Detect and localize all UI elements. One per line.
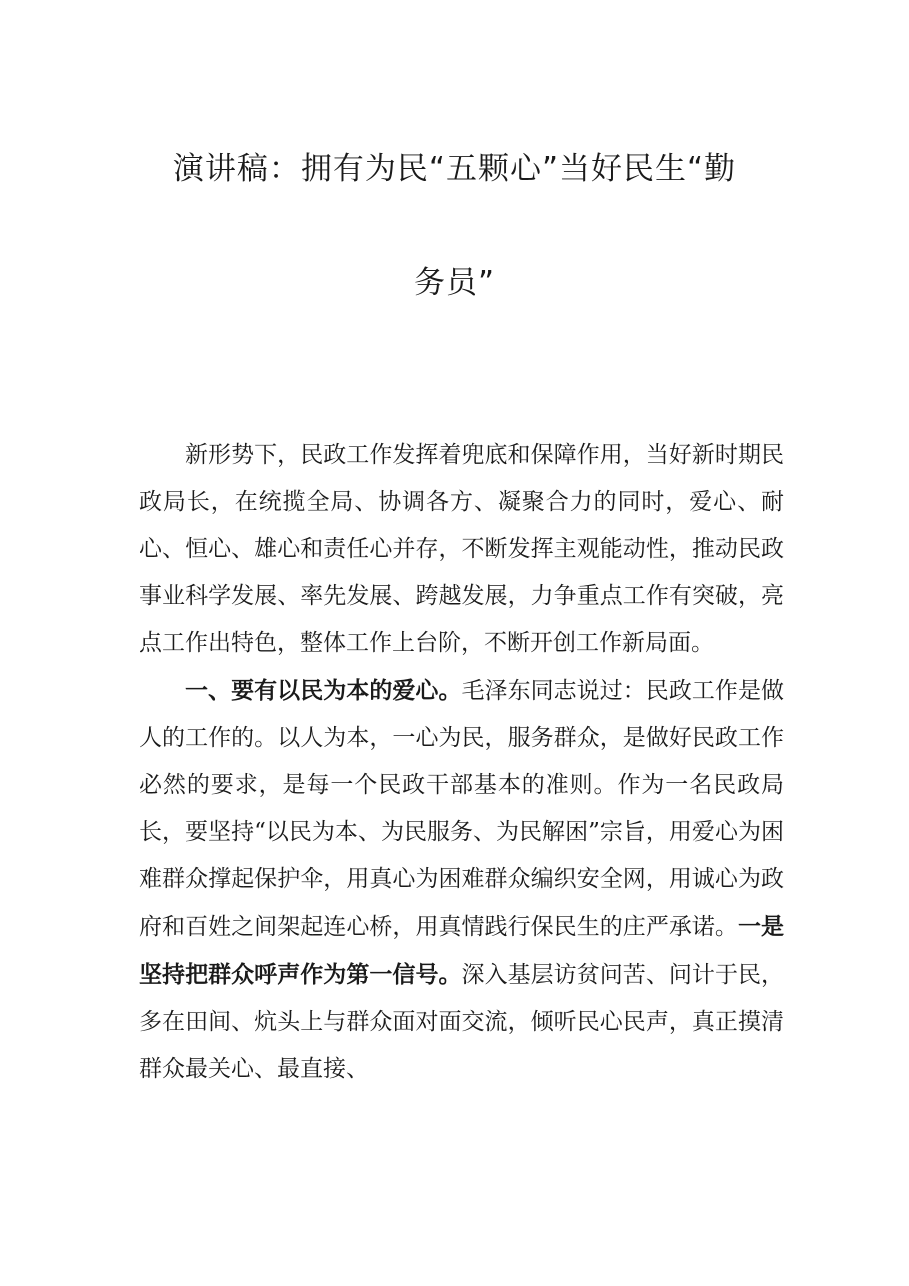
section-one-subtext: 深入基层访贫问苦、问计于民，多在田间、炕头上与群众面对面交流，倾听民心民声，真正摸清群众最关心、最直接、 xyxy=(139,962,785,1082)
intro-paragraph-text: 新形势下，民政工作发挥着兜底和保障作用，当好新时期民政局长，在统揽全局、协调各方、凝聚合力的同时，爱心、耐心、恒心、雄心和责任心并存，不断发挥主观能动性，推动民政事业科学发展、率先发展、跨越发展，力争重点工作有突破，亮点工作出特色，整体工作上台阶，不断开创工作新局面。 xyxy=(139,442,784,656)
section-one-subheading: 一是坚持把群众呼声作为第一信号。 xyxy=(139,913,785,988)
intro-paragraph xyxy=(139,432,784,667)
section-one-paragraph xyxy=(139,667,784,1093)
document-title-line-1: 演讲稿：拥有为民“五颗心”当好民生“勤 xyxy=(172,151,737,187)
section-one-heading: 一、要有以民为本的爱心。 xyxy=(185,677,462,704)
document-title-line-2: 务员” xyxy=(413,265,496,301)
document-body xyxy=(139,432,784,1093)
section-one-text: 毛泽东同志说过：民政工作是做人的工作的。以人为本，一心为民，服务群众，是做好民政工作必然的要求，是每一个民政干部基本的准则。作为一名民政局长，要坚持“以民为本、为民服务、为民解困”宗旨，用爱心为困难群众撑起保护伞，用真心为困难群众编织安全网，用诚心为政府和百姓之间架起连心桥，用真情践行保民生的庄严承诺。 xyxy=(139,678,785,940)
